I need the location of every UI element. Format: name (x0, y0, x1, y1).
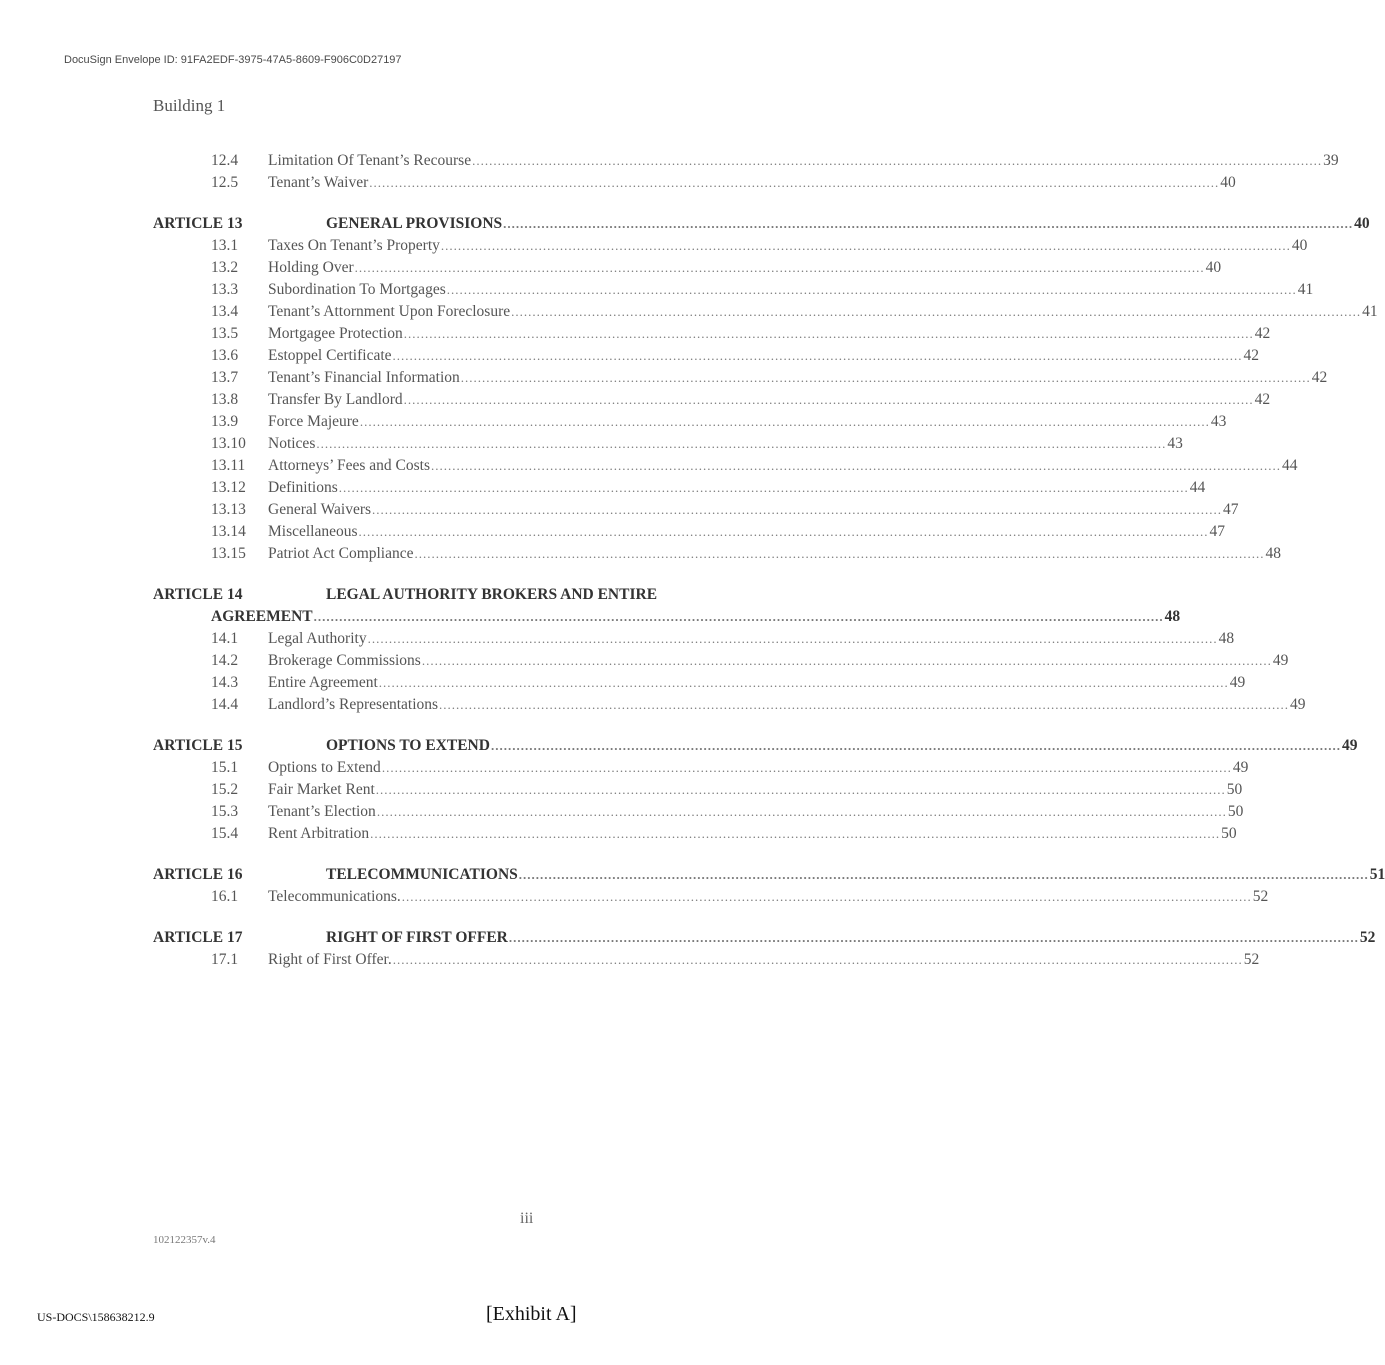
section-number: 13.8 (211, 391, 239, 408)
leader-dots: ........................................................................................................................................................................................................ (508, 930, 1359, 945)
leader-dots: ........................................................................................................................................................................................................ (381, 760, 1232, 775)
section-title: Force Majeure (268, 413, 359, 430)
section-title: Entire Agreement (268, 674, 378, 691)
section-number: 13.6 (211, 347, 239, 364)
section-page: 52 (1243, 951, 1260, 968)
toc-section-row (153, 672, 1246, 694)
doc-version: 102122357v.4 (153, 1234, 216, 1246)
section-number: 13.9 (211, 413, 239, 430)
section-title: Notices (268, 435, 316, 452)
section-title: Telecommunications. (268, 888, 401, 905)
leader-dots: ........................................................................................................................................................................................................ (439, 697, 1290, 712)
section-number: 15.1 (211, 759, 239, 776)
section-page: 42 (1311, 369, 1328, 386)
article-heading (153, 584, 903, 606)
table-of-contents (153, 150, 1385, 971)
section-page: 50 (1227, 803, 1244, 820)
section-title: Holding Over (268, 259, 354, 276)
leader-dots: ........................................................................................................................................................................................................ (446, 282, 1297, 297)
section-number: 13.2 (211, 259, 239, 276)
toc-section-row (153, 433, 1183, 455)
article-heading (153, 735, 1358, 757)
section-page: 50 (1221, 825, 1237, 842)
section-number: 13.5 (211, 325, 239, 342)
section-page: 43 (1167, 435, 1183, 452)
section-title: Estoppel Certificate (268, 347, 392, 364)
leader-dots: ........................................................................................................................................................................................................ (421, 653, 1272, 668)
section-number: 13.1 (211, 237, 239, 254)
section-title: Patriot Act Compliance (268, 545, 414, 562)
leader-dots: ........................................................................................................................................................................................................ (511, 304, 1362, 319)
section-page: 39 (1323, 152, 1339, 169)
leader-dots: ........................................................................................................................................................................................................ (392, 348, 1243, 363)
section-number: 13.15 (211, 545, 246, 562)
article-label: ARTICLE 13 (153, 215, 243, 232)
section-title: Definitions (268, 479, 338, 496)
leader-dots: ........................................................................................................................................................................................................ (375, 782, 1226, 797)
leader-dots: ........................................................................................................................................................................................................ (401, 889, 1252, 904)
page-number: iii (520, 1210, 534, 1227)
toc-section-row (153, 499, 1239, 521)
article-page: 52 (1359, 929, 1376, 946)
section-page: 50 (1226, 781, 1243, 798)
section-title: Tenant’s Waiver (268, 174, 369, 191)
section-number: 13.12 (211, 479, 246, 496)
article-heading-continued (153, 606, 1181, 628)
section-page: 41 (1362, 303, 1378, 320)
toc-section-row (153, 411, 1227, 433)
toc-section-row (153, 521, 1226, 543)
section-number: 15.3 (211, 803, 239, 820)
section-page: 48 (1218, 630, 1235, 647)
section-page: 52 (1252, 888, 1269, 905)
leader-dots: ........................................................................................................................................................................................................ (338, 480, 1189, 495)
leader-dots: ........................................................................................................................................................................................................ (503, 216, 1354, 231)
us-docs-id: US-DOCS\158638212.9 (37, 1310, 155, 1324)
section-title: Miscellaneous (268, 523, 358, 540)
leader-dots: ........................................................................................................................................................................................................ (369, 175, 1220, 190)
section-title: Mortgagee Protection (268, 325, 403, 342)
toc-section-row (153, 367, 1328, 389)
section-title: Rent Arbitration (268, 825, 370, 842)
section-number: 15.4 (211, 825, 239, 842)
section-number: 13.11 (211, 457, 246, 474)
section-title: Tenant’s Election (268, 803, 376, 820)
section-number: 17.1 (211, 951, 239, 968)
leader-dots: ........................................................................................................................................................................................................ (403, 326, 1254, 341)
article-title: OPTIONS TO EXTEND (326, 737, 490, 754)
article-page: 51 (1369, 866, 1385, 883)
toc-section-row (153, 172, 1236, 194)
leader-dots: ........................................................................................................................................................................................................ (490, 738, 1341, 753)
toc-section-row (153, 650, 1289, 672)
toc-section-row (153, 757, 1249, 779)
exhibit-label: [Exhibit A] (486, 1303, 577, 1325)
leader-dots: ........................................................................................................................................................................................................ (431, 458, 1282, 473)
article-page: 48 (1164, 608, 1181, 625)
section-page: 49 (1229, 674, 1246, 691)
section-title: General Waivers (268, 501, 372, 518)
article-title: RIGHT OF FIRST OFFER (326, 929, 508, 946)
leader-dots: ........................................................................................................................................................................................................ (313, 609, 1164, 624)
section-number: 13.14 (211, 523, 246, 540)
building-label: Building 1 (153, 96, 226, 115)
article-page: 49 (1341, 737, 1358, 754)
section-title: Landlord’s Representations (268, 696, 439, 713)
section-number: 13.4 (211, 303, 239, 320)
article-label: ARTICLE 17 (153, 929, 243, 946)
section-title: Options to Extend (268, 759, 381, 776)
toc-section-row (153, 301, 1378, 323)
section-title: Brokerage Commissions (268, 652, 421, 669)
leader-dots: ........................................................................................................................................................................................................ (359, 414, 1210, 429)
section-page: 49 (1232, 759, 1249, 776)
article-heading (153, 213, 1370, 235)
section-number: 14.4 (211, 696, 239, 713)
section-title: Right of First Offer. (268, 951, 392, 968)
toc-section-row (153, 345, 1260, 367)
section-title: Fair Market Rent (268, 781, 375, 798)
section-page: 41 (1297, 281, 1314, 298)
toc-section-row (153, 455, 1298, 477)
toc-section-row (153, 694, 1306, 716)
toc-section-row (153, 150, 1339, 172)
section-number: 12.4 (211, 152, 239, 169)
section-page: 49 (1290, 696, 1306, 713)
toc-section-row (153, 949, 1260, 971)
toc-section-row (153, 886, 1269, 908)
section-page: 42 (1243, 347, 1260, 364)
leader-dots: ........................................................................................................................................................................................................ (367, 631, 1218, 646)
leader-dots: ........................................................................................................................................................................................................ (472, 153, 1323, 168)
article-label: ARTICLE 15 (153, 737, 243, 754)
toc-section-row (153, 389, 1271, 411)
section-title: Subordination To Mortgages (268, 281, 446, 298)
leader-dots: ........................................................................................................................................................................................................ (414, 546, 1265, 561)
section-number: 13.13 (211, 501, 246, 518)
section-number: 14.1 (211, 630, 239, 647)
section-number: 13.10 (211, 435, 246, 452)
article-label: ARTICLE 14 (153, 586, 243, 603)
section-title: Legal Authority (268, 630, 367, 647)
article-heading (153, 864, 1385, 886)
section-page: 40 (1205, 259, 1222, 276)
leader-dots: ........................................................................................................................................................................................................ (518, 867, 1369, 882)
section-number: 15.2 (211, 781, 239, 798)
section-page: 40 (1220, 174, 1236, 191)
leader-dots: ........................................................................................................................................................................................................ (392, 952, 1243, 967)
leader-dots: ........................................................................................................................................................................................................ (316, 436, 1167, 451)
section-number: 14.3 (211, 674, 239, 691)
leader-dots: ........................................................................................................................................................................................................ (460, 370, 1311, 385)
toc-section-row (153, 323, 1271, 345)
toc-section-row (153, 279, 1314, 301)
toc-section-row (153, 801, 1244, 823)
toc-section-row (153, 779, 1243, 801)
leader-dots: ........................................................................................................................................................................................................ (370, 826, 1221, 841)
leader-dots: ........................................................................................................................................................................................................ (372, 502, 1223, 517)
section-number: 16.1 (211, 888, 239, 905)
leader-dots: ........................................................................................................................................................................................................ (376, 804, 1227, 819)
section-page: 42 (1254, 391, 1271, 408)
envelope-id: DocuSign Envelope ID: 91FA2EDF-3975-47A5-8609-F906C0D27197 (64, 54, 402, 66)
leader-dots: ........................................................................................................................................................................................................ (354, 260, 1205, 275)
section-page: 44 (1282, 457, 1298, 474)
article-label: ARTICLE 16 (153, 866, 243, 883)
section-number: 13.3 (211, 281, 239, 298)
article-page: 40 (1354, 215, 1370, 232)
leader-dots: ........................................................................................................................................................................................................ (358, 524, 1209, 539)
section-page: 47 (1209, 523, 1226, 540)
article-heading (153, 927, 1376, 949)
section-title: Attorneys’ Fees and Costs (268, 457, 431, 474)
section-page: 48 (1265, 545, 1282, 562)
toc-section-row (153, 477, 1206, 499)
section-title: Transfer By Landlord (268, 391, 403, 408)
section-number: 12.5 (211, 174, 239, 191)
section-title: Limitation Of Tenant’s Recourse (268, 152, 472, 169)
article-title-continued: AGREEMENT (211, 608, 313, 625)
leader-dots: ........................................................................................................................................................................................................ (440, 238, 1291, 253)
leader-dots: ........................................................................................................................................................................................................ (403, 392, 1254, 407)
section-title: Tenant’s Financial Information (268, 369, 460, 386)
section-page: 43 (1210, 413, 1227, 430)
toc-section-row (153, 628, 1235, 650)
section-page: 49 (1272, 652, 1289, 669)
leader-dots: ........................................................................................................................................................................................................ (378, 675, 1229, 690)
section-title: Taxes On Tenant’s Property (268, 237, 440, 254)
article-title: TELECOMMUNICATIONS (326, 866, 518, 883)
toc-section-row (153, 543, 1282, 565)
toc-section-row (153, 823, 1237, 845)
section-number: 13.7 (211, 369, 239, 386)
article-title: GENERAL PROVISIONS (326, 215, 503, 232)
section-number: 14.2 (211, 652, 239, 669)
section-page: 40 (1291, 237, 1308, 254)
section-page: 44 (1189, 479, 1206, 496)
section-page: 42 (1254, 325, 1271, 342)
toc-section-row (153, 235, 1308, 257)
section-page: 47 (1223, 501, 1239, 518)
section-title: Tenant’s Attornment Upon Foreclosure (268, 303, 511, 320)
toc-section-row (153, 257, 1222, 279)
article-title: LEGAL AUTHORITY BROKERS AND ENTIRE (326, 586, 658, 603)
